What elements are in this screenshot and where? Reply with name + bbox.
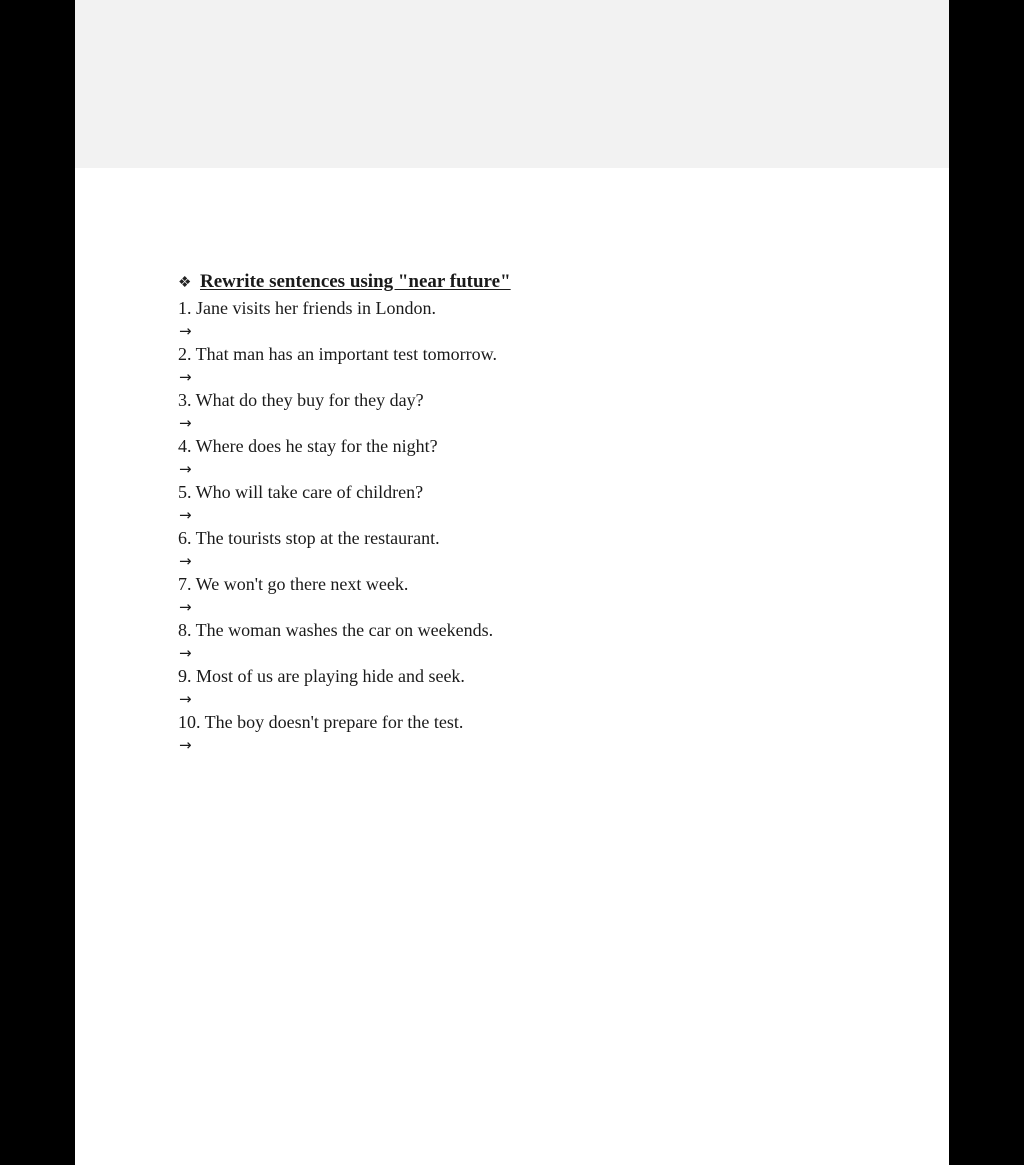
exercise-sentence: 4. Where does he stay for the night? [178,436,438,456]
exercise-sentence: 3. What do they buy for they day? [178,390,424,410]
answer-arrow-icon: → [179,736,192,754]
exercise-section [178,268,878,756]
exercise-item [178,710,878,756]
answer-arrow-icon: → [179,460,192,478]
exercise-item [178,618,878,664]
answer-arrow-icon: → [179,368,192,386]
exercise-item [178,664,878,710]
answer-arrow-icon: → [179,690,192,708]
section-title: Rewrite sentences using "near future" [200,271,511,292]
section-heading [178,268,878,296]
exercise-sentence: 6. The tourists stop at the restaurant. [178,528,440,548]
exercise-sentence: 2. That man has an important test tomorrow. [178,344,497,364]
answer-arrow-icon: → [179,598,192,616]
exercise-sentence: 8. The woman washes the car on weekends. [178,620,494,640]
exercise-item [178,342,878,388]
exercise-item [178,388,878,434]
answer-arrow-icon: → [179,322,192,340]
answer-arrow-icon: → [179,552,192,570]
exercise-item [178,572,878,618]
exercise-sentence: 5. Who will take care of children? [178,482,424,502]
exercise-item [178,296,878,342]
answer-arrow-icon: → [179,506,192,524]
exercise-list [178,296,878,756]
exercise-sentence: 10. The boy doesn't prepare for the test. [178,712,464,732]
exercise-sentence: 7. We won't go there next week. [178,574,409,594]
exercise-sentence: 1. Jane visits her friends in London. [178,298,436,318]
page-top-margin [75,0,949,168]
diamond-bullet-icon: ❖ [178,274,192,291]
answer-arrow-icon: → [179,414,192,432]
exercise-item [178,526,878,572]
answer-arrow-icon: → [179,644,192,662]
document-page[interactable] [75,0,949,1165]
exercise-sentence: 9. Most of us are playing hide and seek. [178,666,465,686]
exercise-item [178,434,878,480]
exercise-item [178,480,878,526]
